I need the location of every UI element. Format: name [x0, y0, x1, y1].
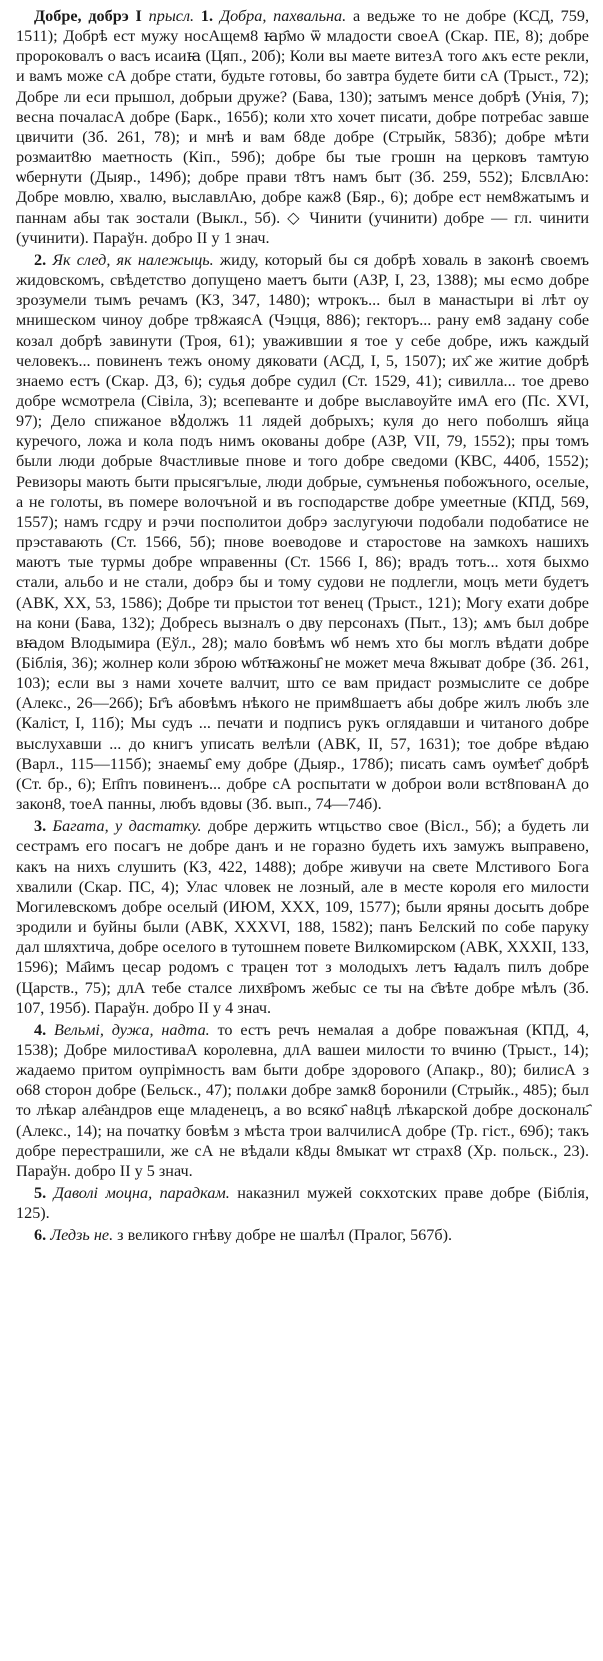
sense-definition: Ледзь не.: [50, 1226, 114, 1245]
sense-3: [16, 816, 589, 1018]
sense-citations: добре держить ѡтцьство свое (Вісл., 5б); а будеть ли сестрамъ его посагъ не добре данъ и не горазно будеть ихъ замужъ выправено, какъ на нихъ слушить (КЗ, 422, 1488); добре живучи на свете Млстивого Бога хвалили (Скар. ПС, 4); Улас чловек не лозный, але в месте короля его милости Могилевскомъ добре оселый (ИЮМ, XXX, 109, 1577); были яряны досыть добре зродили и буйны были (АВК, XXXVI, 188, 1582); панъ Белский по собе паруку дал шляхтича, добре оселого в тутошнем повете Вилкомирском (АВК, XXXII, 133, 1596); Ма҄имъ цесар родомъ с трацен тот з молодыхъ летъ ꙗдалъ пилъ добре (Царств., 75); длА тебе сталсе лихв҄ромъ жебыс се ты на с҄вѣте добре мѣлъ (Зб. 107, 195б). Параўн. добро II у 4 знач.: [16, 817, 590, 1017]
sense-citations: наказнил мужей сокхотских праве добре (Біблія, 125).: [16, 1184, 589, 1223]
sense-1: [16, 6, 589, 248]
sense-citations: а ведьже то не добре (КСД, 759, 1511); Добрѣ ест мужу носАщем8 ꙗр҄мо ѿ младости своеА (Скар. ПЕ, 8); добре пророковалъ о васъ исаиꙗ (Цяп., 20б); Коли вы маете витезА того ѧкъ есте рекли, и вамъ може сА добре стати, будьте готовы, бо завтра будете бити сА (Трыст., 72); Добре ли еси прышол, добрыи друже? (Бава, 130); затымъ менсе добрѣ (Унія, 7); весна почаласА добре (Барк., 165б); коли хто хочет писати, добре потребас завше цвичити (Зб. 261, 78); и мнѣ и вам б8де добре (Стрыйк, 583б); добре мѣти розмаит8ю маетность (Кіп., 59б); добре бы тые грошн на церковъ тамтую ѡбернути (Дыяр., 149б); добре прави т8тъ намъ быт (Зб. 259, 552); БлсвлАю: Добре мовлю, хвалю, выславлАю, добре каж8 (Бяр., 6); добре ест нем8жатымъ и паннам абы так зостали (Выкл., 5б). ◇ Чинити (учинити) добре — гл. чинити (учинити). Параўн. добро II у 1 знач.: [16, 7, 590, 247]
sense-citations: з великого гнѣву добре не шалѣл (Пралог, 567б).: [117, 1226, 453, 1245]
sense-citations: жиду, который бы ся добрѣ ховаль в законѣ своемъ жидовскомъ, свѣдетство допущено маетъ быти (АЗР, I, 23, 1388); мы есмо добре зрозумели тымъ речамъ (КЗ, 347, 1480); ѡтрокъ... был в манастыри ві лѣт оу мнишеском чиноу добре тр8жаясА (Чэцця, 886); гекторъ... рану ем8 задану собе козал добрѣ завинути (Троя, 61); уважившии я тое у себе добре, ижъ каждый человекъ... повиненъ тежъ оному дяковати (АСД, I, 5, 1507); их҄ же житие добрѣ знаемо естъ (Скар. ДЗ, 6); судья добре судил (Ст. 1529, 41); сивилла... тое древо добре ѡсмотрела (Сівіла, 3); всепеванте и добре выславоуйте имА его (Пс. XVI, 97); Дело спижаное вꙋдолжъ 11 лядей добрыхъ; куля до него поболшъ яйца куречого, ложа и кола подъ нимъ окованы добре (АЗР, VII, 79, 1552); пры томъ были люди добрые 8частливые пнове и того добре сведоми (КВС, 440б, 1552); Ревизоры мають быти прысягълые, люди добрые, сумъненья побожъного, оселые, а не голоты, въ помере волочъной и въ господарстве добре умеетные (КПД, 569, 1557); намъ гсдру и рэчи посполитои добрэ заслугуючи подобали подобатисе не прэставають (Ст. 1566, 5б); пнове воеводове и старостове на замкохъ нашихъ маютъ тые турмы добре ѡправенны (Ст. 1566 I, 86); врадъ тотъ... хотя быхмо стали, альбо и не стали, добрэ бы и тому судови не подлегли, моцъ мети будетъ (АВК, XX, 53, 1586); Добре ти прыстои тот венец (Трыст., 121); Могу ехати добре на кони (Бава, 132); Добресь вызналъ о дву персонахъ (Пыт., 13); ѧмъ был добре вꙗдом Влодымира (Еўл., 28); мало бовѣмъ ѡб немъ хто бы моглъ вѣдати добре (Біблія, 36); жолнер коли зброю ѡбтꙗжоны҄ не может меча 8жыват добре (Зб. 261, 103); если вы з нами хочете валчит, што се вам придаст розмыслите се добре (Алекс., 26—26б); Бг҄ъ абовѣмъ нѣкого не прим8шаетъ абы добре жилъ любъ зле (Каліст, I, 11б); Мы судъ ... печати и подписъ рукъ оглядавши и читаного добре выслухавши ... до книгъ уписать велѣли (АВК, II, 57, 1631); тое добре вѣдаю (Варл., 115—115б); знаемы҄ ему добре (Дыяр., 178б); писать самъ оумѣет҄ добрѣ (Ст. бр., 6); Еп҄пъ повиненъ... добре сА роспытати ѡ доброи воли вст8пованА до закон8, тоеА панны, любъ вдовы (Зб. вып., 74—74б).: [16, 250, 590, 814]
part-of-speech: прысл.: [148, 7, 195, 25]
sense-number: 6.: [34, 1226, 47, 1245]
sense-5: [16, 1183, 589, 1223]
sense-definition: Вельмі, дужа, надта.: [53, 1020, 210, 1039]
sense-6: [16, 1225, 589, 1245]
sense-4: [16, 1020, 589, 1181]
sense-definition: Даволі моцна, парадкам.: [53, 1184, 230, 1203]
sense-number: 3.: [34, 817, 47, 836]
sense-definition: Добра, пахвальна.: [219, 7, 347, 25]
sense-number: 4.: [34, 1020, 47, 1039]
sense-number: 5.: [34, 1184, 47, 1203]
sense-definition: Як след, як належыць.: [52, 250, 214, 269]
sense-number: 2.: [34, 250, 47, 269]
headword: Добре, добрэ I: [34, 7, 142, 25]
sense-citations: то естъ речъ немалая а добре поважъная (КПД, 4, 1538); Добре милостиваА королевна, длА вашеи милости то вчиню (Трыст., 14); жадаемо притом оупрімность вам быти добре здорового (Апакр., 80); билисА з о68 сторон добре (Бельск., 47); полѧки добре замк8 боронили (Стрыйк., 485); был то лѣкар але҄андров еще младенецъ, а во всяко҄ на8цѣ лѣкарской добре доскональ҄ (Алекс., 14); на початку бовѣм з мѣста трои валчилисА добре (Тр. гіст., 69б); такъ добре перестрашили, же сА не вѣдали к8ды 8мыкат ѡт страх8 (Хр. польск., 23). Параўн. добро II у 5 знач.: [16, 1020, 589, 1180]
sense-definition: Багата, у дастатку.: [52, 817, 202, 836]
sense-number: 1.: [200, 7, 214, 25]
sense-2: [16, 250, 589, 814]
